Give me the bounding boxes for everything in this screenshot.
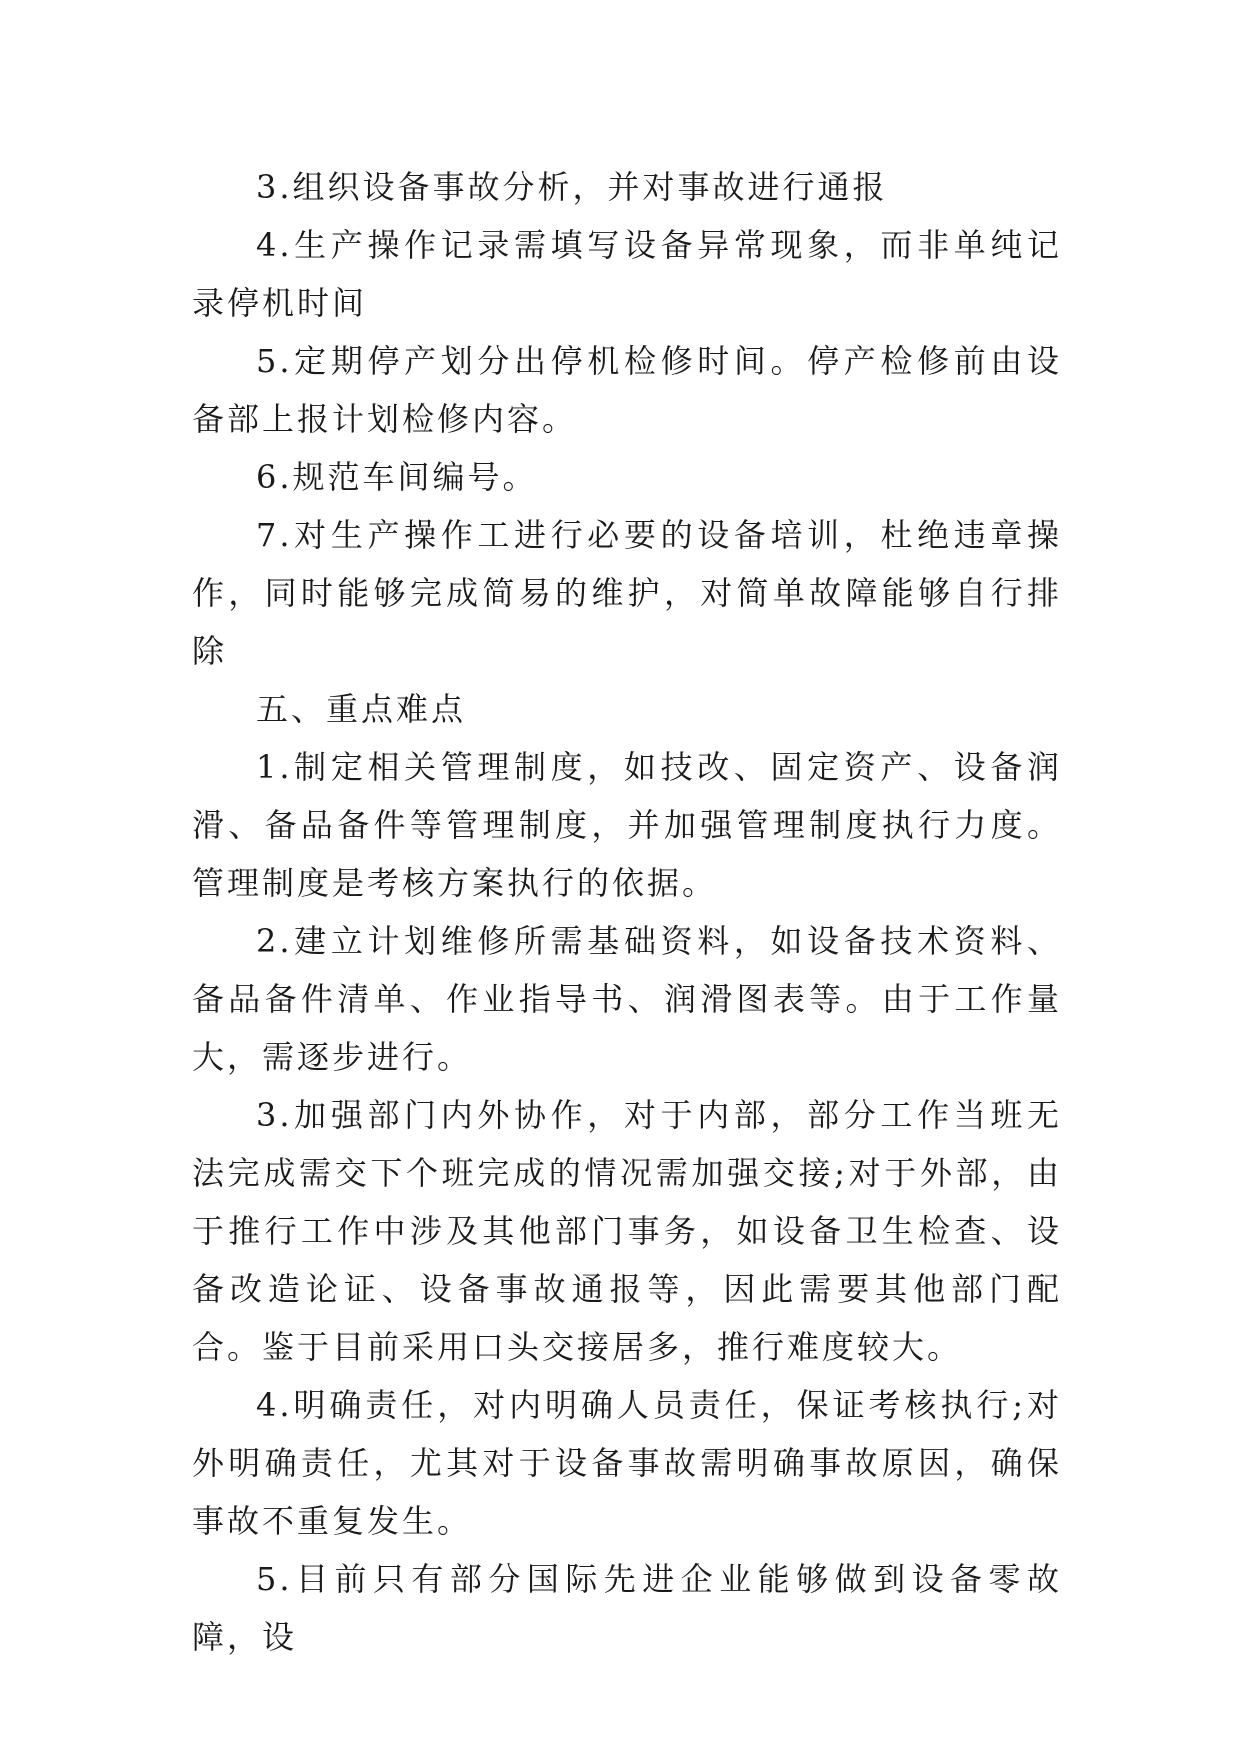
- paragraph-difficulty-4-responsibility: 4.明确责任，对内明确人员责任，保证考核执行;对外明确责任，尤其对于设备事故需明确事故原因，确保事故不重复发生。: [192, 1386, 1062, 1540]
- paragraph-item-3-accident-analysis: 3.组织设备事故分析，并对事故进行通报: [256, 168, 888, 206]
- paragraph-item-6-workshop-numbering: 6.规范车间编号。: [256, 458, 538, 496]
- paragraph-difficulty-3-collaboration: 3.加强部门内外协作，对于内部，部分工作当班无法完成需交下个班完成的情况需加强交接;对于外部，由于推行工作中涉及其他部门事务，如设备卫生检查、设备改造论证、设备事故通报等，因此需要其他部门配合。鉴于目前采用口头交接居多，推行难度较大。: [192, 1096, 1062, 1366]
- paragraph-difficulty-2-basic-materials: 2.建立计划维修所需基础资料，如设备技术资料、备品备件清单、作业指导书、润滑图表等。由于工作量大，需逐步进行。: [192, 922, 1062, 1076]
- document-body: [192, 158, 1062, 1666]
- paragraph-difficulty-5-zero-failure: 5.目前只有部分国际先进企业能够做到设备零故障，设: [192, 1560, 1062, 1656]
- paragraph-item-7-operator-training: 7.对生产操作工进行必要的设备培训，杜绝违章操作，同时能够完成简易的维护，对简单故障能够自行排除: [192, 516, 1062, 670]
- paragraph-item-5-scheduled-maintenance: 5.定期停产划分出停机检修时间。停产检修前由设备部上报计划检修内容。: [192, 342, 1062, 438]
- section-heading-key-difficulties: 五、重点难点: [256, 690, 467, 728]
- paragraph-item-4-operation-records: 4.生产操作记录需填写设备异常现象，而非单纯记录停机时间: [192, 226, 1062, 322]
- paragraph-difficulty-1-management-system: 1.制定相关管理制度，如技改、固定资产、设备润滑、备品备件等管理制度，并加强管理制度执行力度。管理制度是考核方案执行的依据。: [192, 748, 1062, 902]
